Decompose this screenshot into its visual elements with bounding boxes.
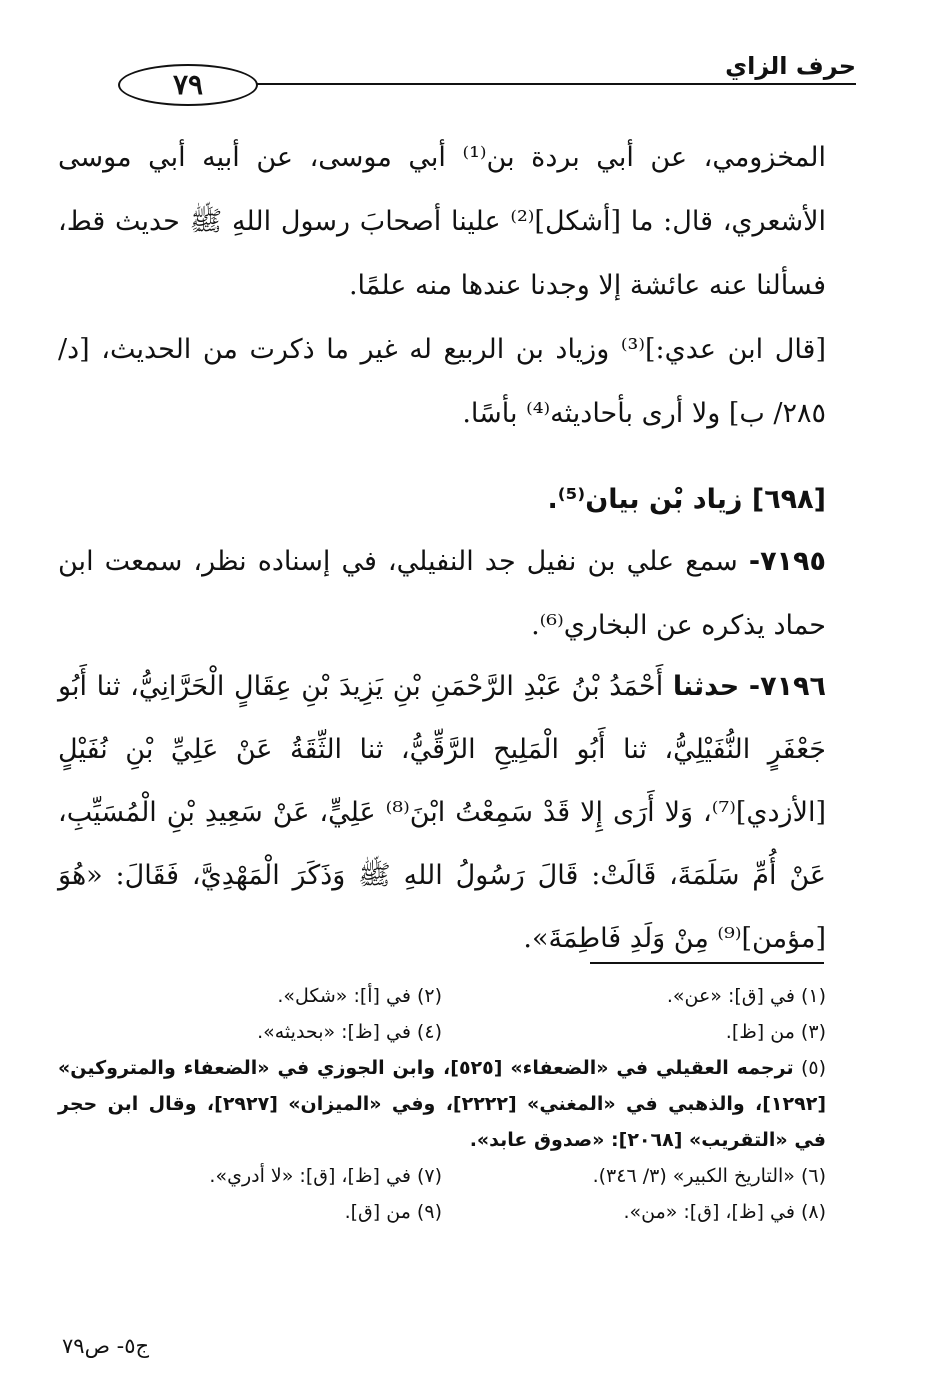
footnote-2: (٢) في [أ]: «شكل». (277, 985, 442, 1007)
header-rule (198, 83, 856, 85)
paragraph-text: أَحْمَدُ بْنُ عَبْدِ الرَّحْمَنِ بْنِ يَزِيدَ بْنِ عِقَالٍ الْحَرَّانِيُّ، ثنا أَبُو جَعْفَرٍ النُّفَيْلِيُّ، ثنا أَبُو الْمَلِيحِ الرَّقِّيُّ، ثنا الثِّقَةُ عَنْ عَلِيِّ بْنِ نُفَيْلٍ [الأزدي]⁽⁷⁾، وَلا أَرَى إِلا قَدْ سَمِعْتُ ابْنَ⁽⁸⁾ عَلِيٍّ، عَنْ سَعِيدِ بْنِ الْمُسَيِّبِ، عَنْ أُمِّ سَلَمَةَ، قَالَتْ: قَالَ رَسُولُ اللهِ ﷺ وَذَكَرَ الْمَهْدِيَّ، فَقَالَ: «هُوَ [مؤمن]⁽⁹⁾ مِنْ وَلَدِ فَاطِمَةَ». (58, 671, 826, 954)
chapter-title: حرف الزاي (725, 52, 856, 80)
volume-page-reference: ج٥- ص٧٩ (62, 1334, 150, 1358)
footnote-label: (٥) (800, 1057, 826, 1079)
footnote-7: (٧) في [ظ]، [ق]: «لا أدري». (209, 1165, 442, 1187)
paragraph-text: [قال ابن عدي:]⁽³⁾ وزياد بن الربيع له غير ما ذكرت من الحديث، [د/ ٢٨٥/ ب] ولا أرى بأحاديثه⁽⁴⁾ بأسًا. (58, 334, 827, 429)
footnote-8: (٨) في [ظ]، [ق]: «من». (623, 1201, 826, 1223)
paragraph-text: سمع علي بن نفيل جد النفيلي، في إسناده نظر، سمعت ابن حماد يذكره عن البخاري⁽⁶⁾. (58, 546, 826, 641)
page-number-oval: ٧٩ (118, 64, 258, 106)
paragraph-7195 (58, 530, 826, 658)
footnote-text: ترجمه العقيلي في «الضعفاء» [٥٢٥]، وابن الجوزي في «الضعفاء والمتروكين» [١٢٩٢]، والذهبي في «المغني» [٢٢٢٢]، وفي «الميزان» [٢٩٢٧]، وقال ابن حجر في «التقريب» [٢٠٦٨]: «صدوق عابد». (58, 1057, 826, 1151)
footnote-4: (٤) في [ظ]: «بحديثه». (257, 1021, 442, 1043)
paragraph-7196 (58, 655, 826, 970)
footnote-3: (٣) من [ظ]. (725, 1021, 826, 1043)
hadith-number: ٧١٩٥- (748, 546, 826, 577)
page-header (58, 52, 856, 112)
footnote-6: (٦) «التاريخ الكبير» (٣/ ٣٤٦). (592, 1165, 826, 1187)
footnote-1: (١) في [ق]: «عن». (666, 985, 826, 1007)
paragraph-continuation (58, 126, 826, 318)
entry-title: [٦٩٨] زياد بْن بيان⁽⁵⁾. (547, 484, 826, 515)
entry-heading (58, 468, 826, 532)
footnote-5 (58, 1050, 826, 1158)
footnote-separator (590, 962, 824, 964)
hadith-number: ٧١٩٦- (748, 671, 827, 702)
paragraph-ibn-adi (58, 318, 826, 446)
footnote-9: (٩) من [ق]. (344, 1201, 442, 1223)
paragraph-text: المخزومي، عن أبي بردة بن⁽¹⁾ أبي موسى، عن أبيه أبي موسى الأشعري، قال: ما [أشكل]⁽²⁾ علينا أصحابَ رسول اللهِ ﷺ حديث قط، فسألنا عنه عائشة إلا وجدنا عندها منه علمًا. (58, 142, 827, 301)
narration-lead: حدثنا (672, 671, 740, 702)
footnotes (58, 978, 826, 1230)
